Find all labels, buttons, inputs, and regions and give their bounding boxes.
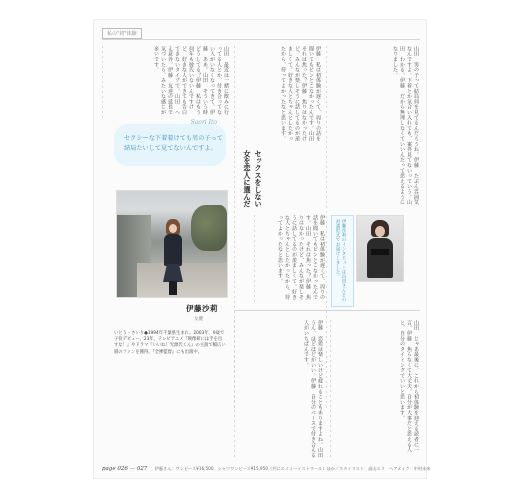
article-column-bottom-right xyxy=(330,320,420,458)
article-text-middle-lower: 伊藤 私は初体験が遅くて、周りの話を聞いてもピンとこなかったんです。山田 それは焦った？伊藤 焦りはなかったけど、みんなが楽しそうに話してるのが羨ましくて。好きな人とちゃんとしたかったから、待ってよかったなと思います。 xyxy=(277,215,325,300)
portrait-photo xyxy=(116,190,228,298)
magazine-page xyxy=(94,20,431,478)
page-footer xyxy=(102,466,431,472)
pull-quote xyxy=(114,119,226,166)
section-tag: 私の"初"体験 xyxy=(102,28,142,39)
quote-text: セクシーな下着着けても男の子って 結局たいして見てないんですよ。 xyxy=(124,135,223,152)
person-figure xyxy=(163,219,183,295)
profile-role: 女優 xyxy=(194,317,203,322)
quote-signature: Saori Ito xyxy=(190,119,217,126)
info-sidebox xyxy=(331,215,354,307)
profile-bio: いとう・さいり●1994年千葉県生まれ。2003年、9歳で子役デビュー。23年、テレビアニメ『映像研には手を出すな！』やドラマ『いいね！光源氏くん』の主演で幅広い層のファンを獲得。『全裸監督』にも出演中。 xyxy=(114,331,226,355)
section-divider xyxy=(234,310,420,311)
second-photo xyxy=(356,215,404,282)
article-text-right: 山田 男の子って結局何を見てるんだろうね。伊藤 たぶん雰囲気なんですよ。下着とか気合い入れても、案外見てないっていう。山田 わかる。伊藤 だから無理しなくていいんだって思えるようになりました。 xyxy=(392,46,419,205)
article-text-bottom-right: 山田 じゃあ最後に、これから初体験を迎える読者に一言。伊藤 焦らなくて大丈夫。自分が大事だと思える人と、自分のタイミングでいいと思います。 xyxy=(399,320,419,453)
footer-credits: 伊藤さん：ワンピース¥16,500、シャツワンピース¥15,950（共にエイミーイストワール）ほか／スタイリスト：高山エリ ヘアメイク：中村未来 xyxy=(154,466,431,471)
article-text-left: 山田 最近は一緒に飲みに行ってる人とか、付き合ってない人がいなくなってきて。伊藤 ああ。山田 そういう時どうしてる？伊藤 私はもう何年も彼氏いないんですけど、好きな人ができても告白できないタイプで。山田 へえ意外。伊藤 友達の延長で気づいたら、みたいな感じが多いです。 xyxy=(153,46,229,115)
article-text-middle: 伊藤 私は初体験が遅くて、周りの話を聞いてもピンとこなかったんです。山田 それは焦った？伊藤 焦りはなかったけど、みんなが楽しそうに話してるのが羨ましくて。好きな人とちゃんとしたかったから、待ってよかったなと思います。 xyxy=(280,46,321,147)
section-callout: セックスをしない 女を恋人に選んだ xyxy=(243,150,263,208)
article-column-middle-lower xyxy=(254,215,326,305)
page-number: page 026 — 027 xyxy=(102,466,148,472)
article-column-bottom-left xyxy=(234,320,324,464)
article-text-bottom-left: 伊藤 恋愛は楽しいけど疲れることもありますよね。山田 うん、ほどほどがいい。伊藤 自分のペースで付き合える人がいちばんです。 xyxy=(303,320,323,464)
profile-name: 伊藤沙莉 xyxy=(186,304,218,313)
sidebox-text: 伊藤沙莉のインタビューは山田さんとの対談形式でお届けしました。 xyxy=(335,219,346,302)
header-divider xyxy=(102,39,420,40)
article-column-left xyxy=(102,46,230,118)
